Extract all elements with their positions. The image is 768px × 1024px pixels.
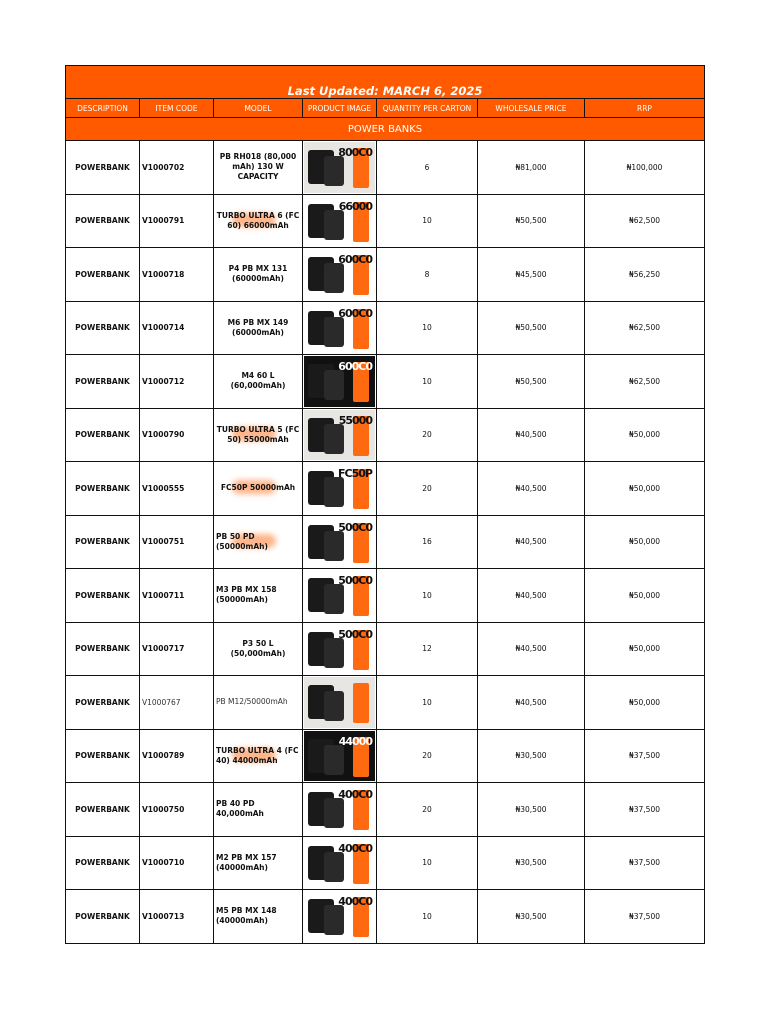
image-capacity-label: 600C0 bbox=[338, 360, 372, 373]
title-row bbox=[66, 66, 705, 99]
model-cell bbox=[214, 194, 303, 248]
device-shape-secondary bbox=[324, 531, 344, 561]
product-image bbox=[304, 838, 375, 889]
model-cell bbox=[214, 355, 303, 409]
rrp-cell: ₦50,000 bbox=[585, 462, 705, 516]
last-updated-title: Last Updated: MARCH 6, 2025 bbox=[66, 66, 705, 99]
model-cell bbox=[214, 836, 303, 890]
rrp-cell: ₦100,000 bbox=[585, 141, 705, 195]
wholesale-price-cell: ₦40,500 bbox=[478, 515, 585, 569]
wholesale-price-cell: ₦40,500 bbox=[478, 676, 585, 730]
model-text: M3 PB MX 158 (50000mAh) bbox=[216, 585, 277, 605]
image-capacity-label: FC50P bbox=[338, 467, 372, 480]
description-cell: POWERBANK bbox=[66, 569, 140, 623]
device-shape-secondary bbox=[324, 638, 344, 668]
col-header-model: MODEL bbox=[214, 99, 303, 118]
table-row bbox=[66, 622, 705, 676]
device-shape-secondary bbox=[324, 370, 344, 400]
description-cell: POWERBANK bbox=[66, 408, 140, 462]
rrp-cell: ₦37,500 bbox=[585, 890, 705, 944]
model-text: M5 PB MX 148 (40000mAh) bbox=[216, 906, 277, 926]
table-row bbox=[66, 141, 705, 195]
image-capacity-label: 44000 bbox=[338, 734, 372, 748]
device-shape-secondary bbox=[324, 317, 344, 347]
wholesale-price-cell: ₦40,500 bbox=[478, 569, 585, 623]
model-text: PB RH018 (80,000 mAh) 130 W CAPACITY bbox=[219, 152, 297, 182]
quantity-cell: 10 bbox=[377, 569, 478, 623]
col-header-quantity: QUANTITY PER CARTON bbox=[377, 99, 478, 118]
device-shape-secondary bbox=[324, 798, 344, 828]
quantity-cell: 16 bbox=[377, 515, 478, 569]
device-shape-secondary bbox=[324, 905, 344, 935]
device-shape-secondary bbox=[324, 156, 344, 186]
device-shape-secondary bbox=[324, 745, 344, 775]
wholesale-price-cell: ₦40,500 bbox=[478, 622, 585, 676]
device-shape-secondary bbox=[324, 852, 344, 882]
product-image bbox=[304, 784, 375, 835]
product-image-cell bbox=[303, 729, 377, 783]
quantity-cell: 10 bbox=[377, 890, 478, 944]
quantity-cell: 8 bbox=[377, 248, 478, 302]
product-image bbox=[304, 463, 375, 514]
wholesale-price-cell: ₦40,500 bbox=[478, 462, 585, 516]
device-shape-secondary bbox=[324, 691, 344, 721]
col-header-wholesale: WHOLESALE PRICE bbox=[478, 99, 585, 118]
item-code-cell: V1000717 bbox=[140, 622, 214, 676]
product-image bbox=[304, 517, 375, 568]
rrp-cell: ₦62,500 bbox=[585, 301, 705, 355]
model-text: PB 40 PD 40,000mAh bbox=[216, 799, 264, 819]
description-cell: POWERBANK bbox=[66, 890, 140, 944]
package-shape bbox=[353, 683, 369, 723]
rrp-cell: ₦37,500 bbox=[585, 729, 705, 783]
table-row bbox=[66, 194, 705, 248]
product-image-cell bbox=[303, 569, 377, 623]
description-cell: POWERBANK bbox=[66, 301, 140, 355]
model-text: P3 50 L (50,000mAh) bbox=[230, 638, 286, 658]
image-capacity-label: 600C0 bbox=[338, 306, 372, 320]
description-cell: POWERBANK bbox=[66, 783, 140, 837]
model-cell bbox=[214, 783, 303, 837]
model-cell bbox=[214, 462, 303, 516]
item-code-cell: V1000750 bbox=[140, 783, 214, 837]
model-cell bbox=[214, 301, 303, 355]
section-row bbox=[66, 118, 705, 141]
rrp-cell: ₦50,000 bbox=[585, 676, 705, 730]
description-cell: POWERBANK bbox=[66, 248, 140, 302]
model-cell bbox=[214, 408, 303, 462]
rrp-cell: ₦37,500 bbox=[585, 836, 705, 890]
item-code-cell: V1000702 bbox=[140, 141, 214, 195]
item-code-cell: V1000751 bbox=[140, 515, 214, 569]
product-image bbox=[304, 196, 375, 247]
image-capacity-label: 400C0 bbox=[338, 895, 372, 908]
description-cell: POWERBANK bbox=[66, 141, 140, 195]
rrp-cell: ₦56,250 bbox=[585, 248, 705, 302]
description-cell: POWERBANK bbox=[66, 194, 140, 248]
col-header-item-code: ITEM CODE bbox=[140, 99, 214, 118]
item-code-cell: V1000767 bbox=[140, 676, 214, 730]
table-row bbox=[66, 676, 705, 730]
rrp-cell: ₦50,000 bbox=[585, 569, 705, 623]
model-text: M2 PB MX 157 (40000mAh) bbox=[216, 852, 277, 872]
item-code-cell: V1000711 bbox=[140, 569, 214, 623]
wholesale-price-cell: ₦40,500 bbox=[478, 408, 585, 462]
item-code-cell: V1000710 bbox=[140, 836, 214, 890]
image-capacity-label: 500C0 bbox=[338, 520, 372, 534]
table-row bbox=[66, 569, 705, 623]
description-cell: POWERBANK bbox=[66, 462, 140, 516]
image-capacity-label: 800C0 bbox=[338, 146, 372, 159]
product-image-cell bbox=[303, 355, 377, 409]
product-image-cell bbox=[303, 141, 377, 195]
item-code-cell: V1000713 bbox=[140, 890, 214, 944]
table-row bbox=[66, 408, 705, 462]
table-row bbox=[66, 248, 705, 302]
image-capacity-label: 66000 bbox=[338, 199, 372, 213]
item-code-cell: V1000718 bbox=[140, 248, 214, 302]
model-cell bbox=[214, 729, 303, 783]
product-image-cell bbox=[303, 622, 377, 676]
product-image bbox=[304, 891, 375, 942]
table-row bbox=[66, 836, 705, 890]
product-image bbox=[304, 731, 375, 782]
col-header-product-image: PRODUCT IMAGE bbox=[303, 99, 377, 118]
table-row bbox=[66, 462, 705, 516]
description-cell: POWERBANK bbox=[66, 836, 140, 890]
quantity-cell: 10 bbox=[377, 836, 478, 890]
quantity-cell: 10 bbox=[377, 301, 478, 355]
col-header-description: DESCRIPTION bbox=[66, 99, 140, 118]
table-row bbox=[66, 729, 705, 783]
model-text: PB M12/50000mAh bbox=[216, 697, 288, 707]
quantity-cell: 10 bbox=[377, 194, 478, 248]
image-capacity-label: 500C0 bbox=[338, 627, 372, 641]
table-row bbox=[66, 515, 705, 569]
product-image bbox=[304, 249, 375, 300]
product-image bbox=[304, 410, 375, 461]
rrp-cell: ₦50,000 bbox=[585, 622, 705, 676]
table-row bbox=[66, 355, 705, 409]
model-text: TURBO ULTRA 5 (FC 50) 55000mAh bbox=[216, 424, 300, 444]
description-cell: POWERBANK bbox=[66, 676, 140, 730]
quantity-cell: 20 bbox=[377, 729, 478, 783]
model-cell bbox=[214, 248, 303, 302]
wholesale-price-cell: ₦30,500 bbox=[478, 890, 585, 944]
model-text: FC50P 50000mAh bbox=[220, 483, 296, 493]
device-shape-secondary bbox=[324, 477, 344, 507]
wholesale-price-cell: ₦50,500 bbox=[478, 355, 585, 409]
model-text: M6 PB MX 149 (60000mAh) bbox=[227, 317, 289, 337]
wholesale-price-cell: ₦30,500 bbox=[478, 729, 585, 783]
model-text: P4 PB MX 131 (60000mAh) bbox=[228, 264, 288, 284]
device-shape-secondary bbox=[324, 424, 344, 454]
quantity-cell: 20 bbox=[377, 462, 478, 516]
product-image bbox=[304, 570, 375, 621]
image-capacity-label: 400C0 bbox=[338, 788, 372, 801]
item-code-cell: V1000555 bbox=[140, 462, 214, 516]
wholesale-price-cell: ₦81,000 bbox=[478, 141, 585, 195]
item-code-cell: V1000790 bbox=[140, 408, 214, 462]
rrp-cell: ₦50,000 bbox=[585, 408, 705, 462]
model-cell bbox=[214, 622, 303, 676]
product-image-cell bbox=[303, 890, 377, 944]
product-image-cell bbox=[303, 301, 377, 355]
rrp-cell: ₦62,500 bbox=[585, 194, 705, 248]
item-code-cell: V1000791 bbox=[140, 194, 214, 248]
image-capacity-label: 500C0 bbox=[338, 574, 372, 587]
model-text: TURBO ULTRA 6 (FC 60) 66000mAh bbox=[216, 210, 300, 230]
product-image bbox=[304, 142, 375, 193]
product-image-cell bbox=[303, 783, 377, 837]
image-capacity-label: 400C0 bbox=[338, 841, 372, 855]
product-image-cell bbox=[303, 408, 377, 462]
product-rows bbox=[66, 141, 705, 944]
model-cell bbox=[214, 676, 303, 730]
section-title: POWER BANKS bbox=[66, 118, 705, 141]
device-shape-secondary bbox=[324, 210, 344, 240]
description-cell: POWERBANK bbox=[66, 622, 140, 676]
table-row bbox=[66, 301, 705, 355]
quantity-cell: 20 bbox=[377, 783, 478, 837]
device-shape-secondary bbox=[324, 584, 344, 614]
column-header-row bbox=[66, 99, 705, 118]
quantity-cell: 10 bbox=[377, 676, 478, 730]
product-image bbox=[304, 356, 375, 407]
product-image-cell bbox=[303, 462, 377, 516]
model-text: M4 60 L (60,000mAh) bbox=[230, 371, 286, 391]
product-image bbox=[304, 624, 375, 675]
quantity-cell: 12 bbox=[377, 622, 478, 676]
model-cell bbox=[214, 890, 303, 944]
item-code-cell: V1000712 bbox=[140, 355, 214, 409]
model-cell bbox=[214, 141, 303, 195]
product-image-cell bbox=[303, 836, 377, 890]
item-code-cell: V1000714 bbox=[140, 301, 214, 355]
model-text: TURBO ULTRA 4 (FC 40) 44000mAh bbox=[216, 745, 299, 765]
quantity-cell: 20 bbox=[377, 408, 478, 462]
product-image-cell bbox=[303, 194, 377, 248]
wholesale-price-cell: ₦30,500 bbox=[478, 783, 585, 837]
model-text: PB 50 PD (50000mAh) bbox=[216, 531, 268, 551]
item-code-cell: V1000789 bbox=[140, 729, 214, 783]
wholesale-price-cell: ₦50,500 bbox=[478, 301, 585, 355]
description-cell: POWERBANK bbox=[66, 515, 140, 569]
rrp-cell: ₦62,500 bbox=[585, 355, 705, 409]
rrp-cell: ₦37,500 bbox=[585, 783, 705, 837]
wholesale-price-cell: ₦45,500 bbox=[478, 248, 585, 302]
price-list-table bbox=[65, 65, 705, 944]
product-image bbox=[304, 677, 375, 728]
wholesale-price-cell: ₦50,500 bbox=[478, 194, 585, 248]
image-capacity-label: 55000 bbox=[338, 413, 372, 427]
table-row bbox=[66, 890, 705, 944]
product-image-cell bbox=[303, 515, 377, 569]
image-capacity-label: 600C0 bbox=[338, 253, 372, 266]
table-row bbox=[66, 783, 705, 837]
product-image bbox=[304, 303, 375, 354]
quantity-cell: 10 bbox=[377, 355, 478, 409]
model-cell bbox=[214, 569, 303, 623]
product-image-cell bbox=[303, 248, 377, 302]
rrp-cell: ₦50,000 bbox=[585, 515, 705, 569]
product-image-cell bbox=[303, 676, 377, 730]
description-cell: POWERBANK bbox=[66, 729, 140, 783]
description-cell: POWERBANK bbox=[66, 355, 140, 409]
wholesale-price-cell: ₦30,500 bbox=[478, 836, 585, 890]
device-shape-secondary bbox=[324, 263, 344, 293]
model-cell bbox=[214, 515, 303, 569]
quantity-cell: 6 bbox=[377, 141, 478, 195]
col-header-rrp: RRP bbox=[585, 99, 705, 118]
